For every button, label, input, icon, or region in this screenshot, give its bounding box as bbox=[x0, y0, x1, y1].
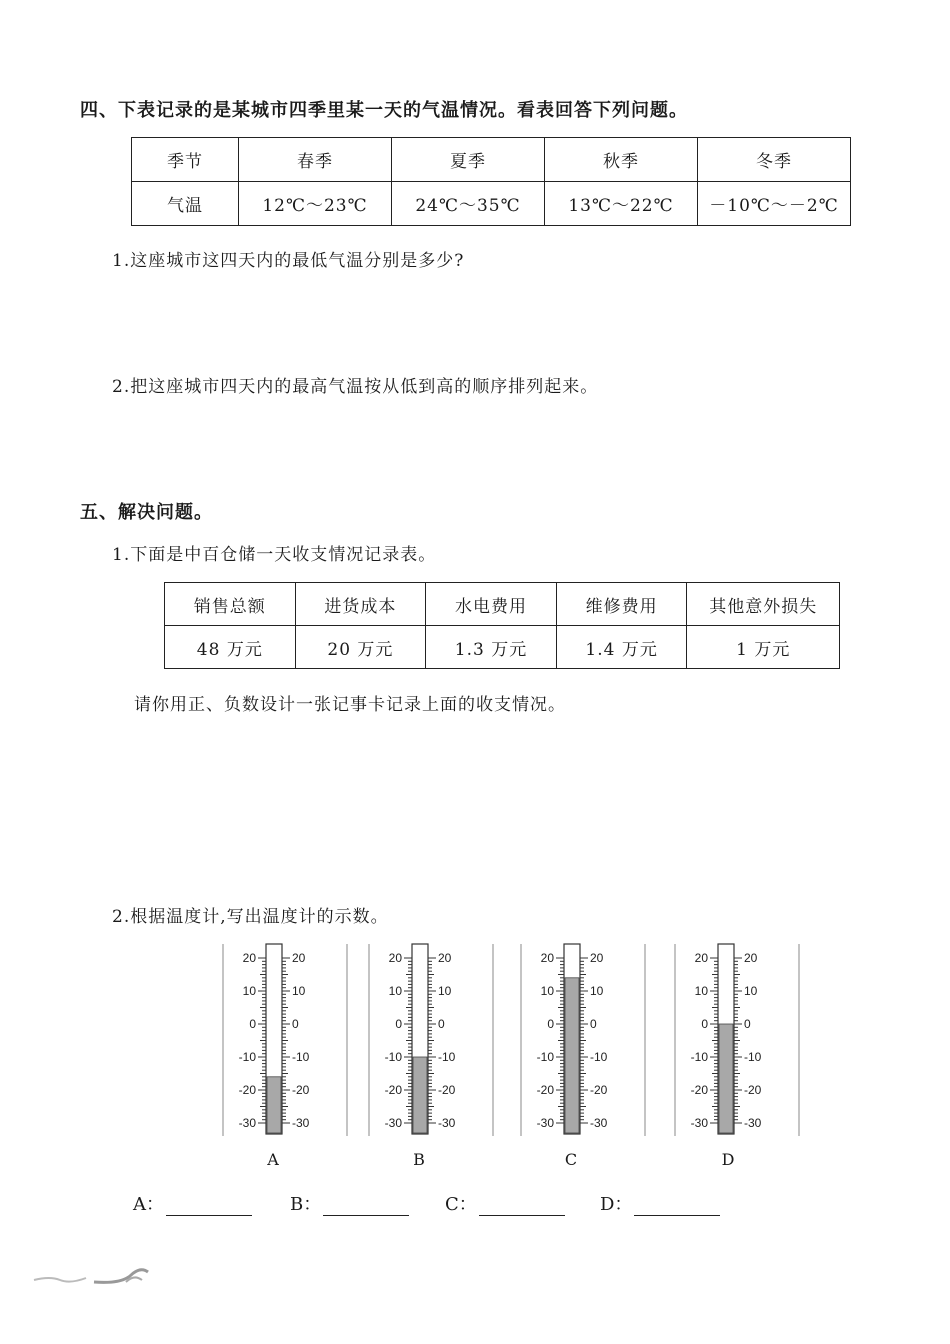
scale-label-right: -30 bbox=[744, 1116, 762, 1130]
thermometer-a bbox=[220, 940, 350, 1140]
scale-label-right: 20 bbox=[292, 951, 306, 965]
scale-label-left: 10 bbox=[694, 984, 708, 998]
scale-label-right: -20 bbox=[744, 1083, 762, 1097]
scale-label-left: 0 bbox=[701, 1017, 708, 1031]
scale-label-right: -20 bbox=[590, 1083, 608, 1097]
scale-label-left: 20 bbox=[242, 951, 256, 965]
answer-blank-a[interactable] bbox=[166, 1197, 252, 1216]
table-cell: 13℃～22℃ bbox=[545, 182, 698, 226]
answer-d: D： bbox=[600, 1190, 720, 1216]
table-header-cell: 销售总额 bbox=[165, 583, 296, 626]
mercury-column bbox=[719, 1024, 733, 1133]
scale-label-right: -30 bbox=[438, 1116, 456, 1130]
answer-blank-d[interactable] bbox=[634, 1197, 720, 1216]
scale-label-right: 0 bbox=[292, 1017, 299, 1031]
scale-label-right: -10 bbox=[590, 1050, 608, 1064]
scale-label-left: -30 bbox=[536, 1116, 554, 1130]
scale-label-left: 10 bbox=[388, 984, 402, 998]
income-expense-table bbox=[164, 582, 840, 669]
mercury-column bbox=[267, 1077, 281, 1133]
question-5-1: 1.下面是中百仓储一天收支情况记录表。 bbox=[112, 545, 437, 565]
section5-heading: 五、解决问题。 bbox=[80, 502, 213, 523]
scale-label-left: 10 bbox=[242, 984, 256, 998]
scale-label-right: 20 bbox=[590, 951, 604, 965]
table-cell: －10℃～－2℃ bbox=[698, 182, 851, 226]
table-header-cell: 维修费用 bbox=[556, 583, 687, 626]
scale-label-left: -20 bbox=[238, 1083, 256, 1097]
scale-label-right: 20 bbox=[744, 951, 758, 965]
scale-label-right: 0 bbox=[744, 1017, 751, 1031]
table-header-cell: 春季 bbox=[239, 138, 392, 182]
table-cell: 20 万元 bbox=[295, 626, 426, 669]
scale-label-left: -10 bbox=[384, 1050, 402, 1064]
scale-label-right: -10 bbox=[292, 1050, 310, 1064]
table-cell: 1 万元 bbox=[687, 626, 840, 669]
thermometer-d bbox=[672, 940, 802, 1140]
thermometer-b bbox=[366, 940, 496, 1140]
table-header-cell: 季节 bbox=[132, 138, 239, 182]
scale-label-left: -10 bbox=[690, 1050, 708, 1064]
scale-label-right: -30 bbox=[590, 1116, 608, 1130]
scale-label-left: -10 bbox=[238, 1050, 256, 1064]
scale-label-left: 20 bbox=[388, 951, 402, 965]
thermometer-label: D bbox=[721, 1150, 735, 1169]
scale-label-right: 10 bbox=[292, 984, 306, 998]
scale-label-left: -20 bbox=[690, 1083, 708, 1097]
table-cell: 1.4 万元 bbox=[556, 626, 687, 669]
mercury-column bbox=[565, 978, 579, 1133]
answer-b: B： bbox=[290, 1190, 409, 1216]
answer-blank-b[interactable] bbox=[323, 1197, 409, 1216]
scale-label-right: -10 bbox=[744, 1050, 762, 1064]
scale-label-left: -20 bbox=[536, 1083, 554, 1097]
scale-label-right: -20 bbox=[438, 1083, 456, 1097]
scale-label-right: 10 bbox=[744, 984, 758, 998]
scale-label-left: -30 bbox=[690, 1116, 708, 1130]
scale-label-right: 10 bbox=[590, 984, 604, 998]
answer-blank-c[interactable] bbox=[479, 1197, 565, 1216]
scale-label-right: -20 bbox=[292, 1083, 310, 1097]
answer-a: A： bbox=[133, 1190, 252, 1216]
scale-label-left: 20 bbox=[694, 951, 708, 965]
scale-label-left: -10 bbox=[536, 1050, 554, 1064]
footer-ornament-icon bbox=[30, 1262, 160, 1292]
thermometer-c bbox=[518, 940, 648, 1140]
scale-label-left: 0 bbox=[547, 1017, 554, 1031]
scale-label-left: 0 bbox=[395, 1017, 402, 1031]
scale-label-right: 20 bbox=[438, 951, 452, 965]
thermometer-label: C bbox=[564, 1150, 578, 1169]
table-header-cell: 秋季 bbox=[545, 138, 698, 182]
scale-label-left: -30 bbox=[238, 1116, 256, 1130]
scale-label-left: 10 bbox=[540, 984, 554, 998]
question-5-1-task: 请你用正、负数设计一张记事卡记录上面的收支情况。 bbox=[134, 695, 566, 715]
scale-label-right: -10 bbox=[438, 1050, 456, 1064]
scale-label-left: 0 bbox=[249, 1017, 256, 1031]
table-header-cell: 夏季 bbox=[392, 138, 545, 182]
table-header-cell: 冬季 bbox=[698, 138, 851, 182]
scale-label-left: -30 bbox=[384, 1116, 402, 1130]
section4-heading: 四、下表记录的是某城市四季里某一天的气温情况。看表回答下列问题。 bbox=[80, 100, 688, 121]
table-header-cell: 其他意外损失 bbox=[687, 583, 840, 626]
question-5-2: 2.根据温度计,写出温度计的示数。 bbox=[112, 907, 389, 927]
scale-label-left: -20 bbox=[384, 1083, 402, 1097]
scale-label-left: 20 bbox=[540, 951, 554, 965]
table-cell: 1.3 万元 bbox=[426, 626, 557, 669]
scale-label-right: 10 bbox=[438, 984, 452, 998]
answer-c: C： bbox=[445, 1190, 565, 1216]
question-4-2: 2.把这座城市四天内的最高气温按从低到高的顺序排列起来。 bbox=[112, 377, 599, 397]
table-cell: 48 万元 bbox=[165, 626, 296, 669]
scale-label-right: 0 bbox=[438, 1017, 445, 1031]
temperature-table bbox=[131, 137, 851, 226]
table-cell: 12℃～23℃ bbox=[239, 182, 392, 226]
scale-label-right: 0 bbox=[590, 1017, 597, 1031]
mercury-column bbox=[413, 1057, 427, 1133]
thermometer-label: A bbox=[267, 1150, 279, 1169]
thermometer-label: B bbox=[413, 1150, 425, 1169]
scale-label-right: -30 bbox=[292, 1116, 310, 1130]
table-header-cell: 进货成本 bbox=[295, 583, 426, 626]
table-cell: 气温 bbox=[132, 182, 239, 226]
table-cell: 24℃～35℃ bbox=[392, 182, 545, 226]
table-header-cell: 水电费用 bbox=[426, 583, 557, 626]
question-4-1: 1.这座城市这四天内的最低气温分别是多少? bbox=[112, 251, 465, 271]
